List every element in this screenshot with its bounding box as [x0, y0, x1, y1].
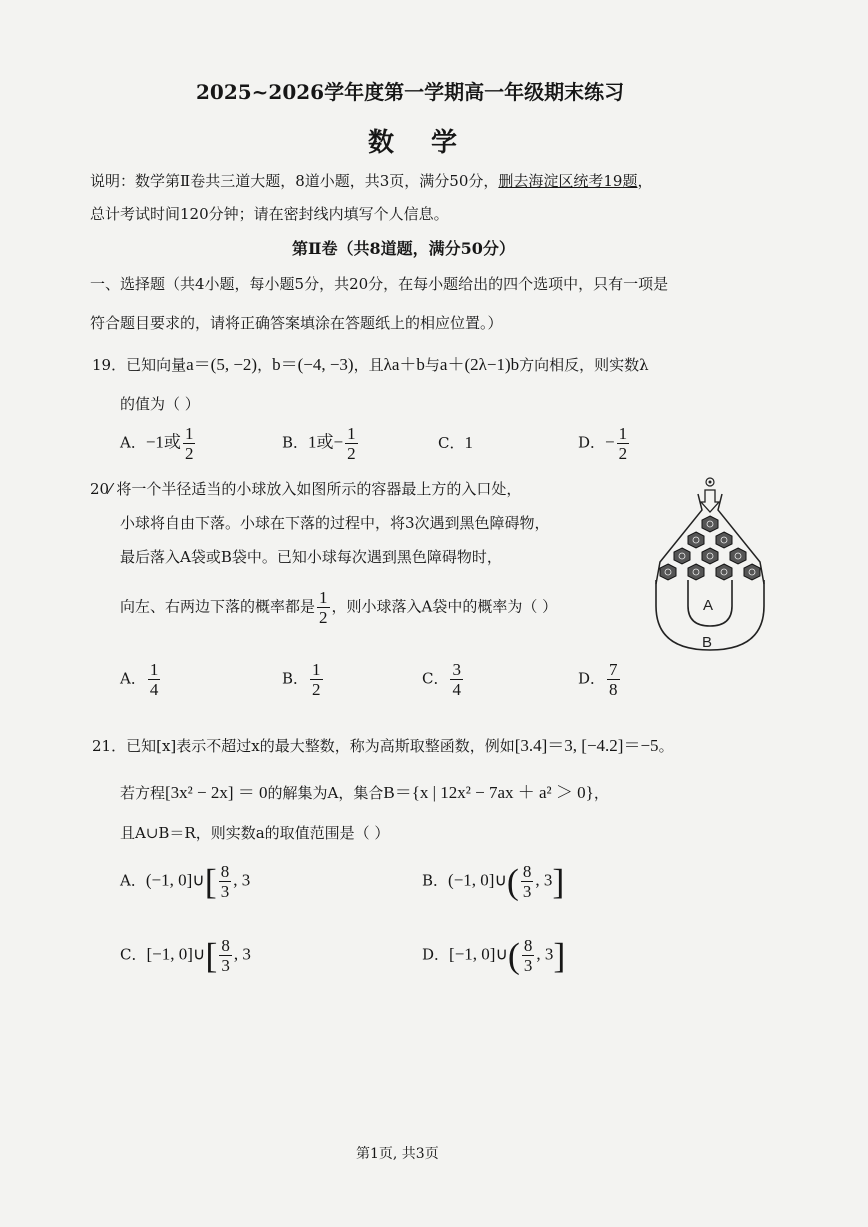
option-label: D．	[578, 433, 606, 452]
option-text: , 3	[536, 944, 554, 964]
part1-line-1: 一、选择题（共4小题，每小题5分，共20分，在每小题给出的四个选项中，只有一项是	[90, 275, 669, 293]
option-text: 1	[464, 433, 473, 452]
q19-text: ，且	[353, 356, 384, 374]
numerator: 8	[220, 862, 230, 881]
q20-text: ，则小球落入A袋中的概率为（ ）	[331, 597, 558, 616]
q21-option-d	[422, 936, 565, 975]
denominator: 3	[523, 956, 533, 975]
numerator: 1	[149, 660, 159, 679]
bracket: (	[506, 861, 519, 902]
q20-option-b	[282, 660, 325, 699]
q20-stem-line-4	[120, 588, 557, 627]
fraction	[183, 424, 196, 463]
numerator: 1	[347, 424, 356, 443]
q20-number: 20	[90, 480, 110, 498]
q19-expr-2: a＋(2λ−1)b	[439, 355, 520, 374]
q20-check-mark: ⁄	[109, 480, 117, 498]
q21-text: 的解集为A，集合	[267, 784, 384, 802]
q19-option-c	[438, 432, 473, 453]
q19-text: 方向相反，则实数λ	[519, 356, 649, 374]
q19-option-b	[282, 424, 360, 463]
q21-text: 已知[x]表示不超过x的最大整数，称为高斯取整函数，例如	[126, 737, 515, 755]
q19-expr-1: λa＋b	[383, 355, 425, 374]
fraction	[617, 424, 630, 463]
intro-text: 说明：数学第Ⅱ卷共三道大题，8道小题，共3页，满分50分，	[90, 172, 499, 190]
q19-number: 19．	[92, 356, 127, 374]
numerator: 3	[452, 660, 461, 679]
q21-text: ，	[593, 784, 609, 802]
option-text: [−1, 0]∪	[146, 944, 206, 964]
q21-stem-line-3: 且A∪B＝R，则实数a的取值范围是（ ）	[120, 824, 390, 842]
q19-sep: ，	[257, 356, 273, 374]
option-text: , 3	[233, 944, 251, 964]
section-heading: 第Ⅱ卷（共8道题，满分50分）	[292, 239, 515, 258]
option-text: −1或	[145, 432, 181, 452]
q19-stem-line-1	[92, 350, 649, 375]
denominator: 2	[184, 444, 194, 463]
option-text: −	[605, 432, 615, 452]
fraction	[317, 588, 330, 627]
q21-set-b: B＝{x | 12x² − 7ax ＋ a² ＞ 0}	[383, 783, 594, 802]
q21-stem-line-2	[120, 778, 609, 803]
option-text: , 3	[233, 870, 251, 890]
q20-stem-line-1	[90, 478, 521, 499]
option-label: A．	[120, 433, 146, 452]
q19-option-a	[120, 424, 197, 463]
numerator: 8	[522, 862, 532, 881]
denominator: 2	[347, 444, 356, 463]
fraction	[310, 660, 323, 699]
intro-underlined-note: 删去海淀区统考19题	[498, 172, 638, 190]
fraction	[148, 660, 161, 699]
q20-option-c	[422, 660, 465, 699]
intro-line-1	[90, 170, 652, 191]
bag-b-label: B	[702, 634, 713, 651]
subject-title: 数 学	[368, 128, 472, 158]
numerator: 1	[319, 588, 328, 607]
q21-text: 。	[658, 737, 674, 755]
q21-stem-line-1	[92, 731, 674, 756]
q19-vector-a: a＝(5, −2)	[186, 355, 258, 374]
q20-container-figure	[650, 476, 770, 656]
fraction	[219, 862, 232, 901]
bracket: [	[204, 861, 217, 902]
fraction	[345, 424, 358, 463]
q21-option-c	[120, 936, 251, 975]
denominator: 2	[319, 608, 328, 627]
option-text: 1或−	[308, 432, 344, 452]
fraction	[607, 660, 620, 699]
option-text: , 3	[535, 870, 553, 890]
q19-vector-b: b＝(−4, −3)	[272, 355, 354, 374]
denominator: 2	[312, 680, 321, 699]
q21-equation: [3x² − 2x] ＝ 0	[165, 783, 268, 802]
q19-option-d	[578, 424, 631, 463]
bracket: ]	[552, 861, 565, 902]
page-footer: 第1页, 共3页	[356, 1146, 439, 1162]
denominator: 3	[221, 956, 230, 975]
denominator: 4	[452, 680, 461, 699]
q19-stem-line-2: 的值为（ ）	[120, 395, 200, 413]
denominator: 3	[220, 882, 230, 901]
option-label: B．	[422, 871, 449, 890]
intro-line-2: 总计考试时间120分钟；请在密封线内填写个人信息。	[90, 205, 449, 223]
q19-text: 与	[424, 356, 440, 374]
denominator: 3	[522, 882, 532, 901]
fraction	[219, 936, 232, 975]
numerator: 8	[221, 936, 230, 955]
numerator: 1	[618, 424, 628, 443]
numerator: 1	[312, 660, 321, 679]
option-text: (−1, 0]∪	[145, 870, 205, 890]
bag-a-label: A	[703, 597, 714, 614]
intro-punct: ，	[637, 172, 653, 190]
option-label: D．	[578, 669, 606, 688]
part1-line-2: 符合题目要求的，请将正确答案填涂在答题纸上的相应位置。）	[90, 314, 503, 332]
fraction	[522, 936, 535, 975]
numerator: 1	[184, 424, 194, 443]
bracket: [	[205, 935, 218, 976]
numerator: 7	[609, 660, 618, 679]
down-arrow-icon	[701, 490, 719, 512]
q20-stem-line-3: 最后落入A袋或B袋中。已知小球每次遇到黑色障碍物时，	[120, 548, 502, 566]
q21-example: [3.4]＝3, [−4.2]＝−5	[514, 736, 659, 755]
q20-option-d	[578, 660, 622, 699]
fraction	[521, 862, 534, 901]
q21-number: 21．	[92, 737, 127, 755]
denominator: 2	[618, 444, 628, 463]
fraction	[450, 660, 463, 699]
q21-option-b	[422, 862, 564, 901]
option-label: B．	[282, 669, 309, 688]
q20-text: 将一个半径适当的小球放入如图所示的容器最上方的入口处，	[116, 480, 522, 498]
option-label: B．	[282, 433, 309, 452]
denominator: 8	[609, 680, 618, 699]
exam-title: 2025~2026学年度第一学期高一年级期末练习	[196, 80, 625, 104]
bracket: (	[507, 935, 520, 976]
obstacles	[660, 516, 760, 580]
bracket: ]	[553, 935, 566, 976]
option-label: C．	[422, 669, 449, 688]
q20-text: 向左、右两边下落的概率都是	[120, 597, 316, 616]
option-label: C．	[120, 945, 147, 964]
numerator: 8	[523, 936, 533, 955]
q21-option-a	[120, 862, 250, 901]
option-text: (−1, 0]∪	[448, 870, 507, 890]
q20-stem-line-2: 小球将自由下落。小球在下落的过程中，将3次遇到黑色障碍物，	[120, 514, 550, 532]
q20-option-a	[120, 660, 162, 699]
option-label: C．	[438, 434, 465, 452]
option-text: [−1, 0]∪	[449, 944, 508, 964]
denominator: 4	[149, 680, 159, 699]
option-label: A．	[120, 871, 146, 890]
q19-text: 已知向量	[126, 356, 187, 374]
option-label: A．	[120, 669, 146, 688]
q21-text: 若方程	[120, 784, 166, 802]
option-label: D．	[422, 945, 450, 964]
